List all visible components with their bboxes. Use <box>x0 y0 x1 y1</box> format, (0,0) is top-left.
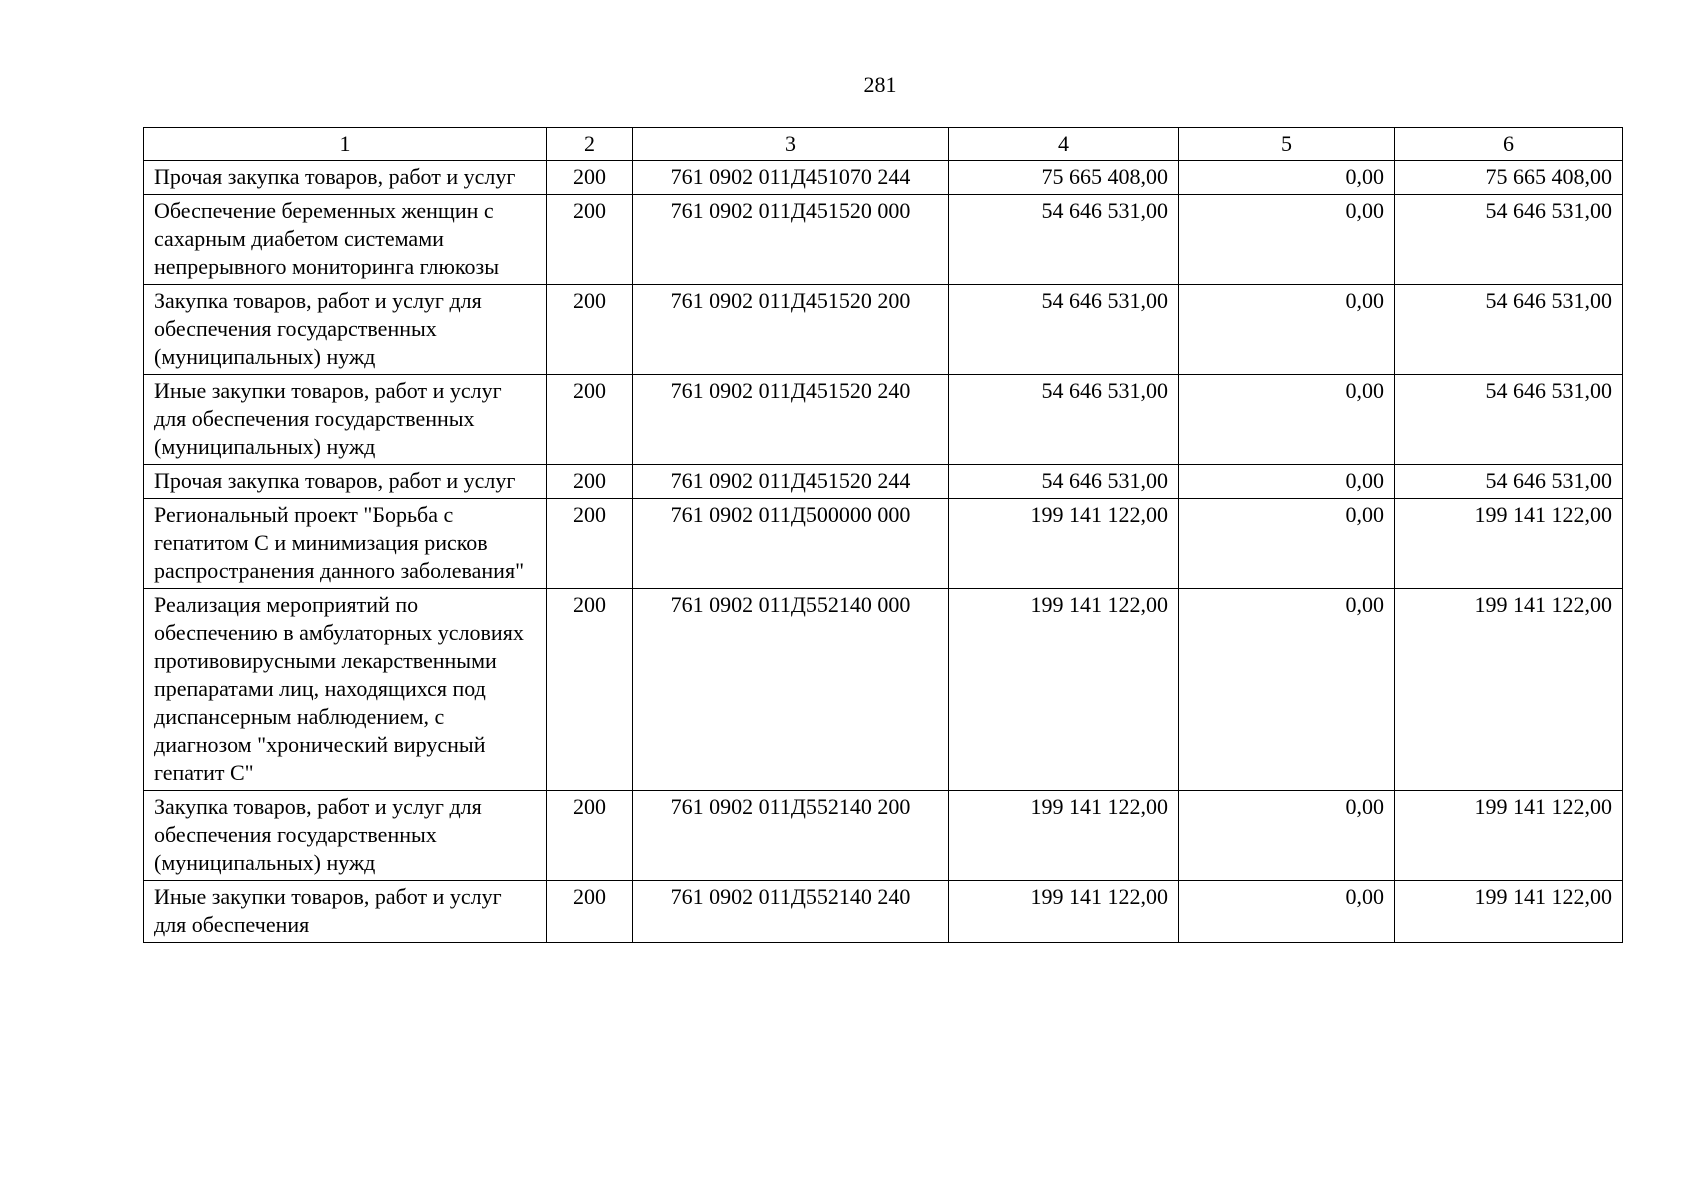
row-amount-5: 0,00 <box>1179 465 1395 499</box>
row-amount-6: 54 646 531,00 <box>1395 465 1623 499</box>
row-name: Закупка товаров, работ и услуг для обеспечения государственных (муниципальных) нужд <box>144 791 547 881</box>
row-amount-6: 54 646 531,00 <box>1395 195 1623 285</box>
row-classification: 761 0902 011Д451070 244 <box>633 161 949 195</box>
row-classification: 761 0902 011Д451520 244 <box>633 465 949 499</box>
row-classification: 761 0902 011Д552140 240 <box>633 881 949 943</box>
row-amount-5: 0,00 <box>1179 881 1395 943</box>
row-amount-4: 199 141 122,00 <box>949 881 1179 943</box>
row-code: 200 <box>547 195 633 285</box>
row-amount-5: 0,00 <box>1179 375 1395 465</box>
row-name: Иные закупки товаров, работ и услуг для обеспечения <box>144 881 547 943</box>
row-amount-6: 54 646 531,00 <box>1395 375 1623 465</box>
row-amount-4: 199 141 122,00 <box>949 499 1179 589</box>
row-name: Прочая закупка товаров, работ и услуг <box>144 465 547 499</box>
row-amount-6: 199 141 122,00 <box>1395 589 1623 791</box>
row-amount-6: 199 141 122,00 <box>1395 499 1623 589</box>
row-name: Иные закупки товаров, работ и услуг для обеспечения государственных (муниципальных) нужд <box>144 375 547 465</box>
table-row <box>144 791 1623 881</box>
row-code: 200 <box>547 791 633 881</box>
table-row <box>144 881 1623 943</box>
row-classification: 761 0902 011Д451520 200 <box>633 285 949 375</box>
row-amount-5: 0,00 <box>1179 285 1395 375</box>
row-amount-4: 54 646 531,00 <box>949 375 1179 465</box>
column-header-4: 4 <box>949 128 1179 161</box>
row-classification: 761 0902 011Д451520 240 <box>633 375 949 465</box>
row-code: 200 <box>547 285 633 375</box>
row-code: 200 <box>547 375 633 465</box>
table-row <box>144 465 1623 499</box>
row-amount-4: 199 141 122,00 <box>949 791 1179 881</box>
row-amount-6: 54 646 531,00 <box>1395 285 1623 375</box>
column-header-3: 3 <box>633 128 949 161</box>
row-name: Прочая закупка товаров, работ и услуг <box>144 161 547 195</box>
row-amount-4: 54 646 531,00 <box>949 285 1179 375</box>
table-row <box>144 285 1623 375</box>
budget-table <box>143 127 1623 943</box>
column-header-6: 6 <box>1395 128 1623 161</box>
row-amount-6: 199 141 122,00 <box>1395 881 1623 943</box>
row-code: 200 <box>547 881 633 943</box>
column-header-5: 5 <box>1179 128 1395 161</box>
table-header-row <box>144 128 1623 161</box>
row-amount-4: 199 141 122,00 <box>949 589 1179 791</box>
table-row <box>144 589 1623 791</box>
row-amount-5: 0,00 <box>1179 791 1395 881</box>
row-name: Обеспечение беременных женщин с сахарным диабетом системами непрерывного мониторинга глюкозы <box>144 195 547 285</box>
row-amount-5: 0,00 <box>1179 589 1395 791</box>
row-amount-4: 54 646 531,00 <box>949 465 1179 499</box>
table-row <box>144 375 1623 465</box>
row-classification: 761 0902 011Д552140 000 <box>633 589 949 791</box>
row-classification: 761 0902 011Д552140 200 <box>633 791 949 881</box>
row-amount-6: 199 141 122,00 <box>1395 791 1623 881</box>
row-amount-5: 0,00 <box>1179 195 1395 285</box>
page-number: 281 <box>863 72 897 97</box>
row-code: 200 <box>547 499 633 589</box>
row-amount-4: 75 665 408,00 <box>949 161 1179 195</box>
column-header-2: 2 <box>547 128 633 161</box>
table-row <box>144 161 1623 195</box>
row-name: Реализация мероприятий по обеспечению в амбулаторных условиях противовирусными лекарственными препаратами лиц, находящихся под диспансерным наблюдением, с диагнозом "хронический вирусный гепатит С" <box>144 589 547 791</box>
row-amount-6: 75 665 408,00 <box>1395 161 1623 195</box>
row-name: Региональный проект "Борьба с гепатитом С и минимизация рисков распространения данного заболевания" <box>144 499 547 589</box>
row-code: 200 <box>547 161 633 195</box>
row-code: 200 <box>547 589 633 791</box>
row-code: 200 <box>547 465 633 499</box>
column-header-1: 1 <box>144 128 547 161</box>
row-classification: 761 0902 011Д451520 000 <box>633 195 949 285</box>
row-amount-4: 54 646 531,00 <box>949 195 1179 285</box>
row-amount-5: 0,00 <box>1179 499 1395 589</box>
row-classification: 761 0902 011Д500000 000 <box>633 499 949 589</box>
row-amount-5: 0,00 <box>1179 161 1395 195</box>
table-row <box>144 195 1623 285</box>
row-name: Закупка товаров, работ и услуг для обеспечения государственных (муниципальных) нужд <box>144 285 547 375</box>
table-row <box>144 499 1623 589</box>
